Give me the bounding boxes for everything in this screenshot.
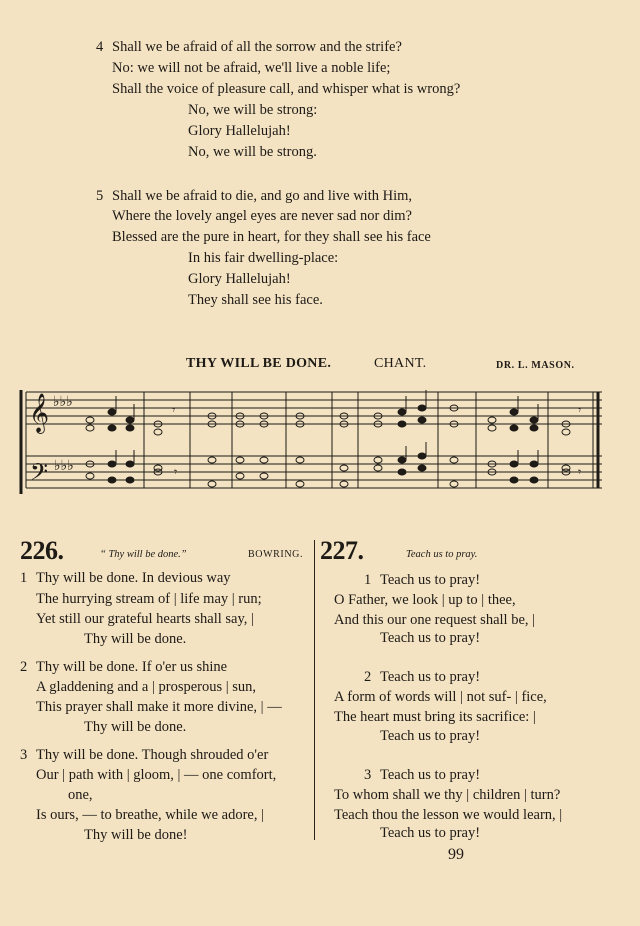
svg-text:𝄾: 𝄾 xyxy=(172,403,176,417)
hymn-226-v3-line-5: Thy will be done! xyxy=(84,827,188,843)
verse-number: 3 xyxy=(364,767,372,783)
verse-5-line-1: 5 Shall we be afraid to die, and go and live with Him, xyxy=(96,188,412,204)
hymn-227-v3-line-2: To whom shall we thy | children | turn? xyxy=(334,787,561,803)
verse-4-line-2: No: we will not be afraid, we'll live a noble life; xyxy=(112,60,391,76)
svg-text:𝄾: 𝄾 xyxy=(174,465,178,479)
verse-5-line-2: Where the lovely angel eyes are never sad nor dim? xyxy=(112,208,412,224)
hymn-226-v1-line-2: The hurrying stream of | life may | run; xyxy=(36,591,262,607)
svg-text:♭♭♭: ♭♭♭ xyxy=(54,458,74,474)
chant-title: THY WILL BE DONE. xyxy=(186,356,332,371)
verse-5-line-3: Blessed are the pure in heart, for they shall see his face xyxy=(112,229,431,245)
svg-text:♭♭♭: ♭♭♭ xyxy=(53,394,73,410)
verse-number: 2 xyxy=(364,669,372,685)
hymn-226-v3-line-4: Is ours, — to breathe, while we adore, | xyxy=(36,807,264,823)
hymn-226-v1-line-3: Yet still our grateful hearts shall say, | xyxy=(36,611,254,627)
hymn-227-v1-line-2: O Father, we look | up to | thee, xyxy=(334,592,516,608)
column-divider xyxy=(314,540,315,840)
svg-text:𝄞: 𝄞 xyxy=(29,393,50,433)
hymn-226-v2-line-2: A gladdening and a | prosperous | sun, xyxy=(36,679,257,695)
hymn-226-author: BOWRING. xyxy=(248,549,304,560)
verse-number: 4 xyxy=(96,39,104,55)
hymn-226-v3-line-3: one, xyxy=(68,787,93,803)
verse-4-line-1: 4 Shall we be afraid of all the sorrow and the strife? xyxy=(96,39,402,55)
svg-text:𝄾: 𝄾 xyxy=(578,403,582,417)
hymn-226-v3-line-2: Our | path with | gloom, | — one comfort, xyxy=(36,767,277,783)
hymn-227-v2-line-3: The heart must bring its sacrifice: | xyxy=(334,709,536,725)
hymn-227-v2-line-4: Teach us to pray! xyxy=(380,728,481,744)
verse-5-line-4: In his fair dwelling-place: xyxy=(188,250,339,266)
chant-composer: DR. L. MASON. xyxy=(496,360,575,371)
verse-5-line-5: Glory Hallelujah! xyxy=(188,271,291,287)
verse-number: 1 xyxy=(20,570,28,586)
verse-number: 3 xyxy=(20,747,28,763)
verse-number: 5 xyxy=(96,188,104,204)
verse-4-line-5: Glory Hallelujah! xyxy=(188,123,291,139)
svg-text:𝄢: 𝄢 xyxy=(30,458,49,491)
hymn-227-v3-line-3: Teach thou the lesson we would learn, | xyxy=(334,807,563,823)
hymn-227-v1-line-1: 1 Teach us to pray! xyxy=(364,572,481,588)
verse-number: 1 xyxy=(364,572,372,588)
hymn-227-v1-line-3: And this our one request shall be, | xyxy=(334,612,536,628)
hymn-226-v1-line-1: 1 Thy will be done. In devious way xyxy=(20,570,231,586)
hymn-226-number: 226. xyxy=(20,536,64,565)
verse-5-line-6: They shall see his face. xyxy=(188,292,323,308)
hymn-227-v1-line-4: Teach us to pray! xyxy=(380,630,481,646)
hymn-226-v2-line-3: This prayer shall make it more divine, | — xyxy=(36,699,282,715)
hymn-227-v3-line-4: Teach us to pray! xyxy=(380,825,481,841)
hymn-227-v2-line-2: A form of words will | not suf- | fice, xyxy=(334,689,547,705)
hymn-227-caption: Teach us to pray. xyxy=(406,549,478,560)
chant-score xyxy=(18,384,608,500)
chant-subtitle: CHANT. xyxy=(374,356,427,371)
verse-4-line-3: Shall the voice of pleasure call, and whisper what is wrong? xyxy=(112,81,461,97)
hymn-227-v2-line-1: 2 Teach us to pray! xyxy=(364,669,481,685)
verse-4-line-6: No, we will be strong. xyxy=(188,144,317,160)
verse-4-line-4: No, we will be strong: xyxy=(188,102,318,118)
hymn-226-v1-line-4: Thy will be done. xyxy=(84,631,187,647)
hymn-226-v2-line-1: 2 Thy will be done. If o'er us shine xyxy=(20,659,228,675)
hymn-227-v3-line-1: 3 Teach us to pray! xyxy=(364,767,481,783)
page-number: 99 xyxy=(448,846,464,863)
hymn-227-number: 227. xyxy=(320,536,364,565)
svg-text:𝄾: 𝄾 xyxy=(578,465,582,479)
verse-number: 2 xyxy=(20,659,28,675)
hymn-226-v2-line-4: Thy will be done. xyxy=(84,719,187,735)
hymn-226-v3-line-1: 3 Thy will be done. Though shrouded o'er xyxy=(20,747,269,763)
hymn-226-caption: “ Thy will be done.” xyxy=(100,549,187,560)
